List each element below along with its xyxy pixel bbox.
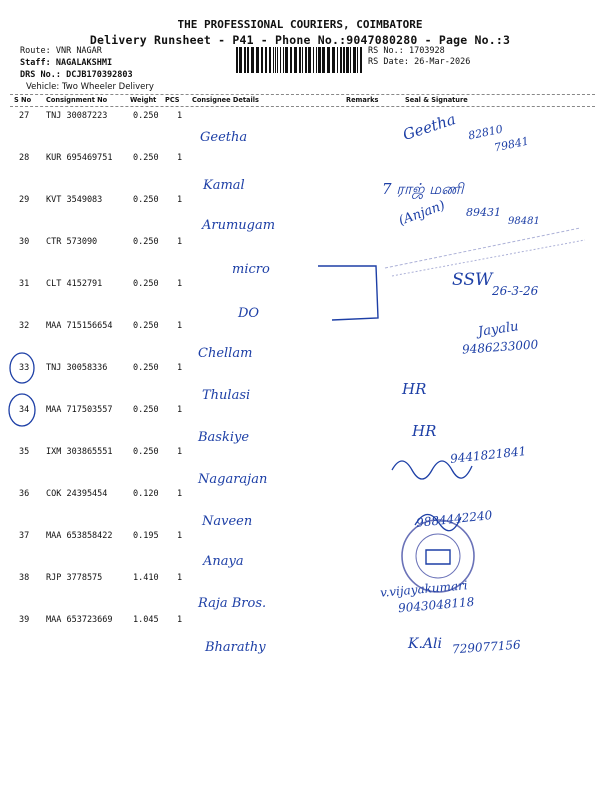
- sig-7-number: 9441821841: [449, 444, 527, 466]
- barcode-bar: [318, 47, 321, 73]
- cell-pcs: 1: [177, 321, 183, 331]
- cell-sno: 27: [19, 111, 30, 121]
- cell-weight: 1.045: [133, 615, 159, 625]
- barcode-bar: [337, 47, 338, 73]
- col-consignee: Consignee Details: [192, 96, 259, 104]
- barcode-bar: [322, 47, 325, 73]
- barcode-bar: [244, 47, 246, 73]
- barcode-bar: [332, 47, 335, 73]
- cell-weight: 0.250: [133, 405, 159, 415]
- sig-4: Jayalu: [477, 319, 520, 340]
- barcode-bar: [357, 47, 358, 73]
- cell-weight: 0.250: [133, 153, 159, 163]
- barcode-bar: [280, 47, 281, 73]
- barcode-bar: [283, 47, 284, 73]
- rs-no-value: 1703928: [408, 46, 445, 56]
- table-row: [0, 111, 600, 125]
- cell-pcs: 1: [177, 489, 183, 499]
- table-row: [0, 405, 600, 419]
- barcode-bar: [277, 47, 278, 73]
- barcode-bar: [256, 47, 259, 73]
- barcode-bar: [290, 47, 292, 73]
- cell-weight: 0.120: [133, 489, 159, 499]
- route-line: [20, 46, 102, 57]
- cell-consignment: KVT 3549083: [46, 195, 103, 205]
- cell-pcs: 1: [177, 531, 183, 541]
- cell-pcs: 1: [177, 573, 183, 583]
- runsheet-title: Delivery Runsheet - P41 - Phone No.:9047080280 - Page No.:3: [89, 33, 511, 47]
- hw-consignee: Geetha: [200, 130, 248, 145]
- cell-weight: 0.250: [133, 447, 159, 457]
- barcode-bar: [273, 47, 274, 73]
- cell-weight: 0.250: [133, 321, 159, 331]
- table-row: [0, 531, 600, 545]
- hw-consignee: Chellam: [198, 346, 253, 361]
- cell-sno: 35: [19, 447, 30, 457]
- col-consignment: Consignment No: [46, 96, 108, 104]
- cell-consignment: CLT 4152791: [46, 279, 103, 289]
- sig-2: 7 ராஜ் மணி: [382, 180, 464, 198]
- cell-consignment: KUR 695469751: [46, 153, 113, 163]
- hw-consignee: Bharathy: [205, 640, 266, 655]
- barcode-bar: [305, 47, 307, 73]
- cell-consignment: MAA 653858422: [46, 531, 113, 541]
- cell-pcs: 1: [177, 153, 183, 163]
- staff-value: NAGALAKSHMI: [55, 58, 113, 68]
- col-seal: Seal & Signature: [405, 96, 468, 104]
- cell-pcs: 1: [177, 111, 183, 121]
- barcode-bar: [299, 47, 301, 73]
- hw-consignee: Naveen: [202, 514, 253, 529]
- barcode-bar: [236, 47, 238, 73]
- cell-weight: 0.250: [133, 363, 159, 373]
- cell-weight: 1.410: [133, 573, 159, 583]
- sig-5: HR: [402, 380, 427, 398]
- bracket-mark: [318, 266, 378, 320]
- cell-sno: 34: [19, 405, 30, 415]
- sig-4-number: 9486233000: [461, 337, 539, 357]
- hw-consignee: Raja Bros.: [198, 596, 267, 611]
- cell-pcs: 1: [177, 615, 183, 625]
- cell-sno: 39: [19, 615, 30, 625]
- barcode-bar: [294, 47, 297, 73]
- table-row: [0, 363, 600, 377]
- col-sno: S No: [14, 96, 32, 104]
- route-value: VNR NAGAR: [55, 46, 102, 56]
- table-row: [0, 153, 600, 167]
- hw-consignee: Anaya: [203, 554, 244, 569]
- barcode-bar: [308, 47, 311, 73]
- cell-pcs: 1: [177, 237, 183, 247]
- cell-sno: 33: [19, 363, 30, 373]
- table-row: [0, 489, 600, 503]
- barcode-bar: [360, 47, 362, 73]
- barcode-bar: [353, 47, 356, 73]
- vehicle-value: Two Wheeler Delivery: [61, 82, 154, 92]
- sig-1-number-2: 79841: [493, 134, 530, 155]
- cell-pcs: 1: [177, 447, 183, 457]
- barcode-bar: [239, 47, 242, 73]
- sig-2-name: (Anjan): [396, 198, 448, 229]
- barcode-bar: [285, 47, 288, 73]
- table-row: [0, 615, 600, 629]
- col-remarks: Remarks: [346, 96, 379, 104]
- cell-consignment: TNJ 30087223: [46, 111, 108, 121]
- col-pcs: PCS: [165, 96, 180, 104]
- table-header: [0, 95, 600, 106]
- cell-sno: 37: [19, 531, 30, 541]
- barcode-bar: [265, 47, 267, 73]
- cell-weight: 0.195: [133, 531, 159, 541]
- barcode-bar: [343, 47, 345, 73]
- cell-sno: 31: [19, 279, 30, 289]
- rs-date-label: RS Date:: [368, 57, 409, 67]
- route-label: Route:: [20, 46, 51, 56]
- cell-pcs: 1: [177, 363, 183, 373]
- cell-sno: 29: [19, 195, 30, 205]
- cell-consignment: MAA 717503557: [46, 405, 113, 415]
- cell-pcs: 1: [177, 405, 183, 415]
- drs-label: DRS No.:: [20, 70, 61, 80]
- sig-10-number: 729077156: [451, 637, 522, 657]
- cell-consignment: RJP 3778575: [46, 573, 103, 583]
- barcode-bar: [350, 47, 351, 73]
- sig-8-number: 9884442240: [415, 508, 493, 530]
- cell-consignment: IXM 303865551: [46, 447, 113, 457]
- sig-2-number-2: 98481: [508, 216, 540, 227]
- cell-consignment: MAA 715156654: [46, 321, 113, 331]
- col-weight: Weight: [130, 96, 157, 104]
- cell-sno: 30: [19, 237, 30, 247]
- cell-consignment: TNJ 30058336: [46, 363, 108, 373]
- hw-consignee: micro: [232, 262, 270, 277]
- cell-sno: 32: [19, 321, 30, 331]
- sig-1-number: 82810: [467, 122, 504, 143]
- hw-consignee: Thulasi: [202, 388, 251, 403]
- barcode-bar: [340, 47, 342, 73]
- sig-1: Geetha: [400, 110, 458, 144]
- cell-weight: 0.250: [133, 237, 159, 247]
- cell-consignment: COK 24395454: [46, 489, 108, 499]
- hw-consignee: Kamal: [203, 178, 245, 193]
- faded-stamp: [385, 228, 585, 276]
- sig-3: SSW: [452, 270, 493, 290]
- hw-consignee: DO: [238, 306, 260, 321]
- drs-value: DCJB170392803: [66, 70, 133, 80]
- cell-pcs: 1: [177, 195, 183, 205]
- hw-consignee: Arumugam: [202, 218, 276, 233]
- cell-sno: 28: [19, 153, 30, 163]
- table-row: [0, 573, 600, 587]
- sig-3-date: 26-3-26: [492, 284, 539, 298]
- rs-no-label: RS No.:: [368, 46, 404, 56]
- barcode-bar: [327, 47, 330, 73]
- table-header-rule: [10, 106, 595, 107]
- staff-line: [20, 58, 112, 69]
- hw-consignee: Baskiye: [198, 430, 250, 445]
- cell-sno: 38: [19, 573, 30, 583]
- cell-weight: 0.250: [133, 279, 159, 289]
- barcode-bar: [275, 47, 276, 73]
- sig-10: K.Ali: [408, 636, 442, 652]
- barcode-bar: [251, 47, 254, 73]
- barcode-bar: [316, 47, 317, 73]
- sig-6: HR: [412, 422, 437, 440]
- vehicle-label: Vehicle:: [26, 82, 60, 92]
- barcode-bar: [247, 47, 249, 73]
- cell-consignment: MAA 653723669: [46, 615, 113, 625]
- vehicle-line: [26, 82, 154, 92]
- staff-label: Staff:: [20, 58, 51, 68]
- hw-consignee: Nagarajan: [198, 472, 268, 487]
- cell-pcs: 1: [177, 279, 183, 289]
- cell-sno: 36: [19, 489, 30, 499]
- barcode-bar: [346, 47, 349, 73]
- barcode-bar: [261, 47, 263, 73]
- barcode-bar: [302, 47, 303, 73]
- barcode-image: [236, 47, 362, 73]
- cell-consignment: CTR 573090: [46, 237, 98, 247]
- sig-9: v.vijayakumari: [379, 578, 469, 600]
- sig-2-number: 89431: [466, 206, 501, 219]
- barcode-bar: [313, 47, 314, 73]
- table-row: [0, 237, 600, 251]
- rs-no-line: [368, 46, 470, 57]
- drs-line: [20, 70, 133, 81]
- rs-date-line: [368, 57, 470, 68]
- cell-weight: 0.250: [133, 195, 159, 205]
- sig-9-number: 9043048118: [397, 594, 475, 616]
- cell-weight: 0.250: [133, 111, 159, 121]
- table-row: [0, 195, 600, 209]
- barcode-bar: [269, 47, 271, 73]
- company-title: THE PROFESSIONAL COURIERS, COIMBATORE: [177, 18, 423, 31]
- rs-info: [368, 46, 470, 68]
- rs-date-value: 26-Mar-2026: [414, 57, 471, 67]
